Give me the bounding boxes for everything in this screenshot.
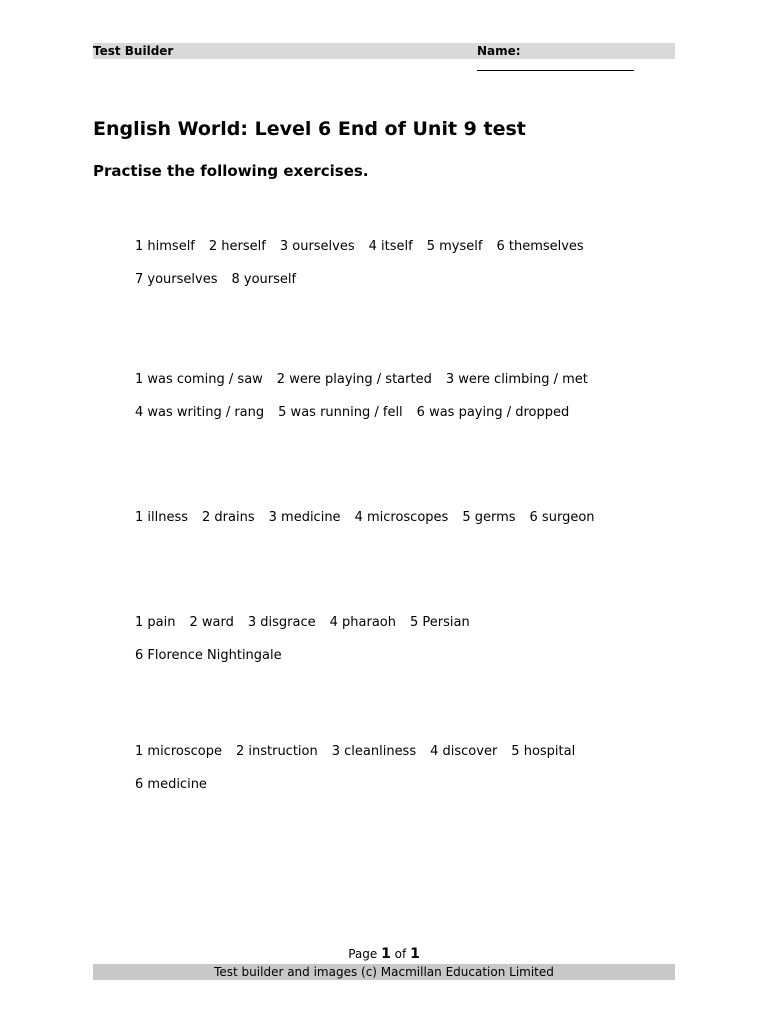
answer-item: 1 himself [135,239,195,254]
answer-item: 5 myself [426,239,483,254]
answer-line [135,615,484,648]
answer-item: 6 was paying / dropped [416,404,570,420]
answer-item: 6 medicine [135,776,207,792]
answer-item: 1 was coming / saw [135,372,263,387]
answer-item: 2 ward [189,615,234,630]
answer-item: 6 themselves [496,239,584,254]
page-of: of [394,947,407,961]
page-header [93,43,675,59]
answer-section [135,615,484,680]
page-prefix: Page [348,947,378,961]
answer-item: 7 yourselves [135,271,218,287]
answer-item: 2 drains [202,510,255,525]
page-total: 1 [410,946,420,962]
answer-item: 4 itself [368,239,413,254]
page-title: English World: Level 6 End of Unit 9 test [93,118,526,140]
answer-line [135,405,602,438]
answer-item: 1 pain [135,615,176,630]
answer-item: 8 yourself [231,271,297,287]
header-app-name: Test Builder [93,44,174,58]
answer-section [135,744,589,809]
answer-section [135,239,598,304]
answer-item: 1 microscope [135,744,222,759]
footer-copyright: Test builder and images (c) Macmillan Education Limited [214,965,554,979]
answer-item: 3 medicine [268,510,341,525]
page-current: 1 [381,946,391,962]
answer-item: 3 were climbing / met [445,372,588,387]
answer-item: 3 disgrace [247,615,316,630]
answer-item: 3 ourselves [279,239,355,254]
answer-section [135,372,602,437]
answer-item: 2 herself [208,239,266,254]
answer-item: 4 discover [430,744,498,759]
answer-item: 1 illness [135,510,189,525]
answer-line [135,239,598,272]
answer-line [135,510,609,543]
page-number [0,946,768,962]
answer-item: 4 was writing / rang [135,404,265,420]
name-label: Name: [477,44,521,58]
answer-line [135,744,589,777]
answer-item: 3 cleanliness [331,744,417,759]
answer-item: 2 were playing / started [276,372,432,387]
instructions-text: Practise the following exercises. [93,162,369,180]
answer-line [135,648,484,681]
answer-item: 2 instruction [235,744,318,759]
answer-line [135,272,598,305]
name-blank-line [477,59,634,71]
answer-item: 5 germs [462,510,516,525]
header-name-field [477,43,675,75]
answer-item: 6 surgeon [529,510,595,525]
answer-item: 6 Florence Nightingale [135,647,282,663]
answer-item: 4 microscopes [354,510,449,525]
answer-section [135,510,609,543]
answer-item: 4 pharaoh [329,615,396,630]
page-footer [93,964,675,980]
answer-line [135,372,602,405]
answer-item: 5 Persian [409,615,470,630]
answer-item: 5 hospital [511,744,576,759]
answer-item: 5 was running / fell [278,404,403,420]
answer-line [135,777,589,810]
